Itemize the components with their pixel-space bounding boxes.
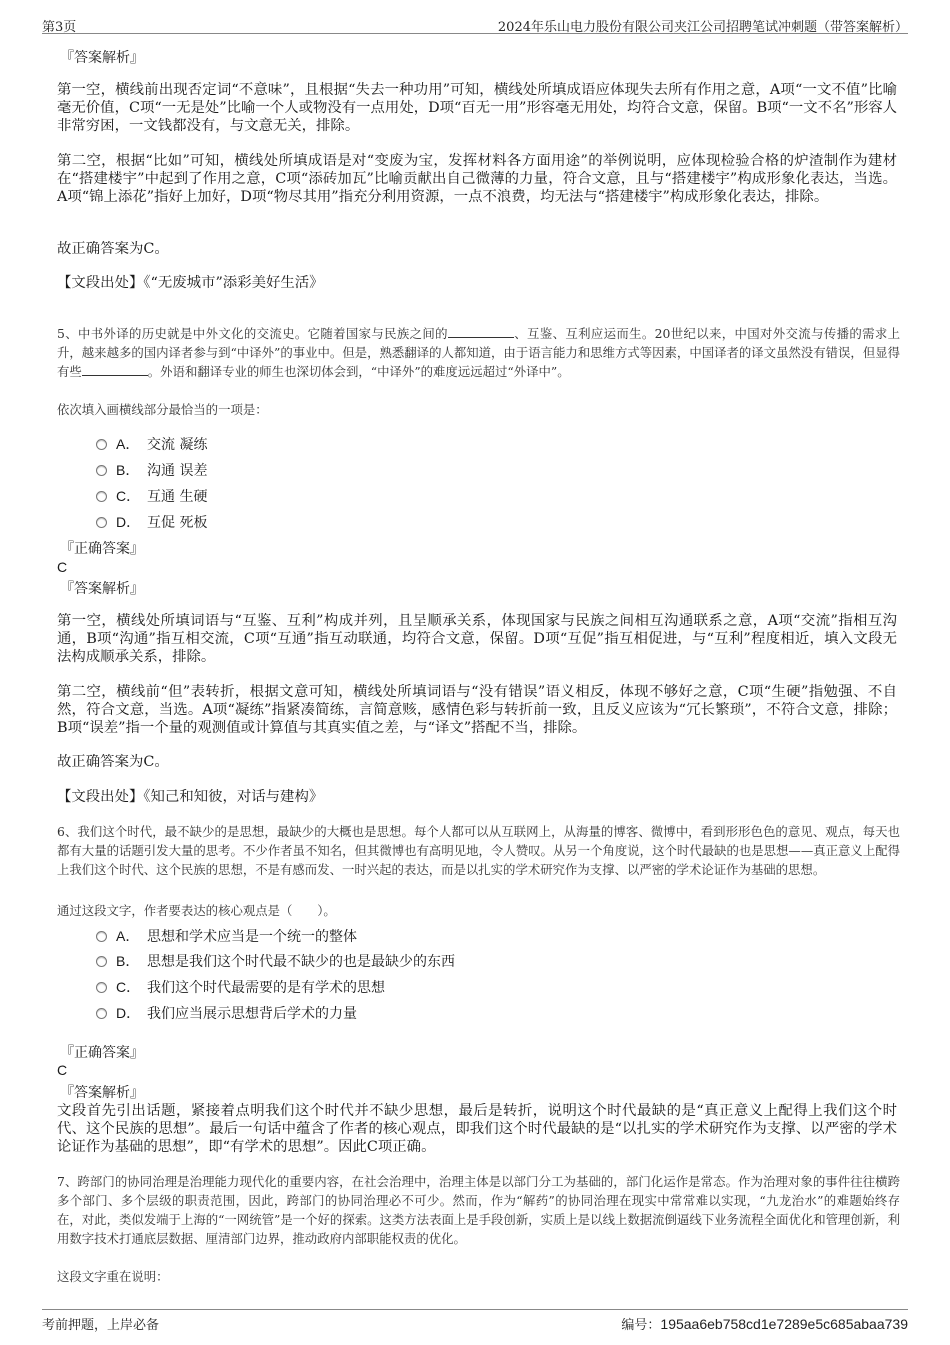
fill-blank-2 xyxy=(82,363,148,376)
q6-correct-answer: C xyxy=(57,1062,68,1078)
q6-option-d[interactable]: D． 我们应当展示思想背后学术的力量 xyxy=(96,1003,357,1023)
q5-analysis-paragraph-1: 第一空，横线处所填词语与“互鉴、互利”构成并列，且呈顺承关系，体现国家与民族之间相互沟通联系之意，A项“交流”指相互沟通，B项“沟通”指互相交流，C项“互通”指互动联通，均符合文意，保留。D项“互促”指互相促进，与“互利”程度相近，填入文段无法构成顺承关系，排除。 xyxy=(57,613,897,665)
q5-option-b[interactable]: B． 沟通 误差 xyxy=(96,460,207,480)
q6-analysis-label: 『答案解析』 xyxy=(60,1085,144,1101)
q6-option-a[interactable]: A． 思想和学术应当是一个统一的整体 xyxy=(96,926,357,946)
radio-icon[interactable] xyxy=(96,982,107,993)
q5-correct-answer: C xyxy=(57,559,68,575)
q5-option-a[interactable]: A． 交流 凝练 xyxy=(96,434,207,454)
radio-icon[interactable] xyxy=(96,931,107,942)
q5-analysis-paragraph-2: 第二空，横线前“但”表转折，根据文意可知，横线处所填词语与“没有错误”语义相反，体现不够好之意，C项“生硬”指勉强、不自然，符合文意，当选。A项“凝练”指紧凑简练，言简意赅，感情色彩与转折前一致，且反义应该为“冗长繁琐”，不符合文意，排除；B项“误差”指一个量的观测值或计算值与其真实值之差，与“译文”搭配不当，排除。 xyxy=(57,684,897,736)
q4-source: 【文段出处】《“无废城市”添彩美好生活》 xyxy=(57,275,324,291)
page-number: 第3页 xyxy=(42,20,77,35)
q4-analysis-paragraph-1: 第一空，横线前出现否定词“不意味”，且根据“失去一种功用”可知，横线处所填成语应体现失去所有作用之意，A项“一文不值”比喻毫无价值，C项“一无是处”比喻一个人或物没有一点用处，D项“百无一用”形容毫无用处，均符合文意，保留。B项“一文不名”形容人非常穷困，一文钱都没有，与文意无关，排除。 xyxy=(57,82,897,134)
fill-blank-1 xyxy=(448,325,514,338)
q5-stem-part-3: 。外语和翻译专业的师生也深切体会到，“中译外”的难度远远超过“外译中”。 xyxy=(147,364,570,379)
header-divider xyxy=(42,33,908,34)
q5-stem-part-2: 、互鉴、互利应运而生。20世纪以来，中国对外交流与传播的需求上升，越来越多的国内译者参与到“中译外”的事业中。但是，熟悉翻译的人都知道，由于语言能力和思维方式等因素，中国译者的译文虽然没有错误，但显得有些 xyxy=(57,326,900,379)
footer-code-label: 编号： xyxy=(621,1318,661,1333)
q5-source: 【文段出处】《知己和知彼，对话与建构》 xyxy=(57,789,324,805)
footer-code xyxy=(621,1314,908,1333)
q6-option-b[interactable]: B． 思想是我们这个时代最不缺少的也是最缺少的东西 xyxy=(96,951,455,971)
q5-option-d[interactable]: D． 互促 死板 xyxy=(96,512,207,532)
q4-analysis-label: 『答案解析』 xyxy=(60,50,144,66)
radio-icon[interactable] xyxy=(96,517,107,528)
radio-icon[interactable] xyxy=(96,465,107,476)
q6-analysis: 文段首先引出话题，紧接着点明我们这个时代并不缺少思想，最后是转折，说明这个时代最缺的是“真正意义上配得上我们这个时代、这个民族的思想”。最后一句话中蕴含了作者的核心观点，即我们这个时代最缺的是“以扎实的学术研究作为支撑、以严密的学术论证作为基础的思想”，即“有学术的思想”。因此C项正确。 xyxy=(57,1103,897,1155)
radio-icon[interactable] xyxy=(96,439,107,450)
q5-analysis-label: 『答案解析』 xyxy=(60,581,144,597)
footer-code-value: 195aa6eb758cd1e7289e5c685abaa739 xyxy=(660,1316,908,1332)
q6-prompt: 通过这段文字，作者要表达的核心观点是（ ）。 xyxy=(57,903,336,918)
radio-icon[interactable] xyxy=(96,956,107,967)
q4-conclusion: 故正确答案为C。 xyxy=(57,241,169,257)
q5-stem xyxy=(57,324,900,381)
q5-correct-label: 『正确答案』 xyxy=(60,541,144,557)
q6-stem: 6、我们这个时代，最不缺少的是思想，最缺少的大概也是思想。每个人都可以从互联网上，从海量的博客、微博中，看到形形色色的意见、观点，每天也都有大量的话题引发大量的思考。不少作者虽不知名，但其微博也有高明见地，令人赞叹。从另一个角度说，这个时代最缺的也是思想——真正意义上配得上我们这个时代、这个民族的思想，不是有感而发、一时兴起的表达，而是以扎实的学术研究作为支撑、以严密的学术论证作为基础的思想。 xyxy=(57,824,900,877)
q5-conclusion: 故正确答案为C。 xyxy=(57,754,169,770)
q7-prompt: 这段文字重在说明： xyxy=(57,1269,169,1284)
q5-prompt: 依次填入画横线部分最恰当的一项是： xyxy=(57,402,268,417)
q7-stem: 7、跨部门的协同治理是治理能力现代化的重要内容，在社会治理中，治理主体是以部门分工为基础的，部门化运作是常态。作为治理对象的事件往往横跨多个部门、多个层级的职责范围，因此，跨部门的协同治理必不可少。然而，作为“解药”的协同治理在现实中常常难以实现，“九龙治水”的难题始终存在，对此，类似发端于上海的“一网统管”是一个好的探索。这类方法表面上是手段创新，实质上是以线上数据流倒逼线下业务流程全面优化和管理创新，利用数字技术打通底层数据、厘清部门边界，推动政府内部职能权责的优化。 xyxy=(57,1174,900,1246)
radio-icon[interactable] xyxy=(96,491,107,502)
q6-option-c[interactable]: C． 我们这个时代最需要的是有学术的思想 xyxy=(96,977,385,997)
q5-stem-part-1: 5、中书外译的历史就是中外文化的交流史。它随着国家与民族之间的 xyxy=(57,326,448,341)
footer-divider xyxy=(42,1309,908,1310)
footer-slogan: 考前押题，上岸必备 xyxy=(42,1318,160,1333)
q5-option-c[interactable]: C． 互通 生硬 xyxy=(96,486,207,506)
document-title: 2024年乐山电力股份有限公司夹江公司招聘笔试冲刺题（带答案解析） xyxy=(497,20,908,35)
radio-icon[interactable] xyxy=(96,1008,107,1019)
q4-analysis-paragraph-2: 第二空，根据“比如”可知，横线处所填成语是对“变废为宝，发挥材料各方面用途”的举例说明，应体现检验合格的炉渣制作为建材在“搭建楼宇”中起到了作用之意，C项“添砖加瓦”比喻贡献出自己微薄的力量，符合文意，且与“搭建楼宇”构成形象化表达，当选。A项“锦上添花”指好上加好，D项“物尽其用”指充分利用资源，一点不浪费，均无法与“搭建楼宇”构成形象化表达，排除。 xyxy=(57,153,897,205)
q6-correct-label: 『正确答案』 xyxy=(60,1045,144,1061)
